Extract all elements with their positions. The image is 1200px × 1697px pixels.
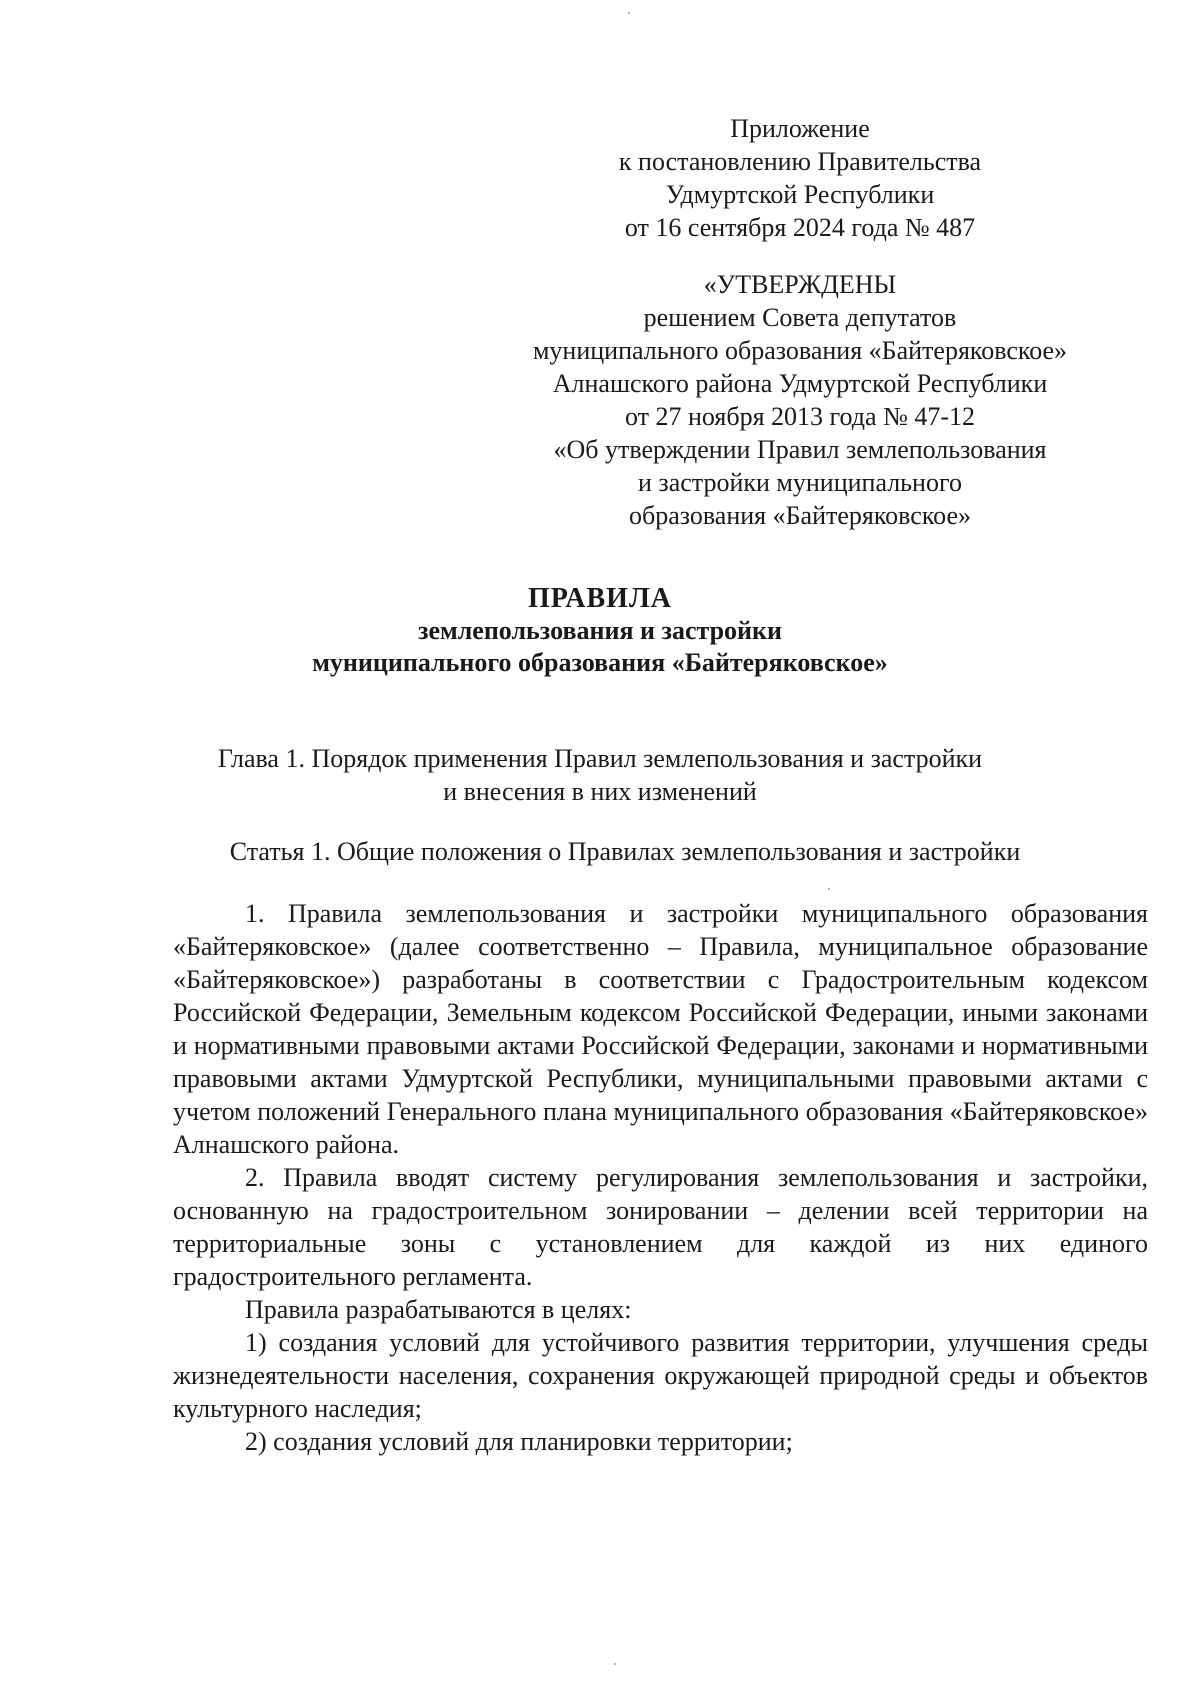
chapter-heading [0, 742, 1200, 808]
chapter-line-2: и внесения в них изменений [443, 777, 757, 806]
appendix-line-2: к постановлению Правительства [618, 147, 982, 176]
paragraph-2: 2. Правила вводят систему регулирования землепользования и застройки, основанную на градостроительном зонировании – делении всей территории на территориальные зоны с установлением для каждой из них единого градостроительного регламента. [173, 1163, 1148, 1291]
scan-speck [628, 12, 630, 14]
scan-speck [614, 1663, 616, 1665]
scan-speck [828, 888, 830, 890]
approved-line-7: и застройки муниципального [638, 468, 962, 497]
approved-line-2: решением Совета депутатов [643, 303, 957, 332]
approved-line-1: «УТВЕРЖДЕНЫ [703, 270, 897, 299]
approved-line-6: «Об утверждении Правил землепользования [553, 435, 1047, 464]
appendix-line-4: от 16 сентября 2024 года № 487 [624, 213, 976, 242]
paragraph-3: Правила разрабатываются в целях: [245, 1295, 632, 1324]
title-subtitle-2: муниципального образования «Байтеряковское» [312, 648, 888, 677]
appendix-line-1: Приложение [730, 114, 870, 143]
approved-line-8: образования «Байтеряковское» [628, 501, 972, 530]
article-heading: Статья 1. Общие положения о Правилах землепользования и застройки [229, 837, 1021, 866]
paragraph-1: 1. Правила землепользования и застройки муниципального образования «Байтеряковское» (далее соответственно – Правила, муниципальное образование «Байтеряковское») разработаны в соответствии с Градостроительным кодексом Российской Федерации, Земельным кодексом Российской Федерации, иными законами и нормативными правовыми актами Российской Федерации, законами и нормативными правовыми актами Удмуртской Республики, муниципальными правовыми актами с учетом положений Генерального плана муниципального образования «Байтеряковское» Алнашского района. [173, 899, 1148, 1159]
appendix-line-3: Удмуртской Республики [665, 180, 935, 209]
approved-line-3: муниципального образования «Байтеряковское» [532, 336, 1068, 365]
body-text [173, 897, 1148, 1458]
title-subtitle-1: землепользования и застройки [418, 616, 782, 645]
paragraph-5: 2) создания условий для планировки территории; [245, 1427, 793, 1456]
title-main: ПРАВИЛА [527, 583, 673, 614]
document-title [0, 583, 1200, 679]
approved-line-4: Алнашского района Удмуртской Республики [552, 369, 1048, 398]
approved-line-5: от 27 ноября 2013 года № 47-12 [624, 402, 976, 431]
paragraph-4: 1) создания условий для устойчивого развития территории, улучшения среды жизнедеятельности населения, сохранения окружающей природной среды и объектов культурного наследия; [173, 1328, 1148, 1423]
approval-stamp-block [530, 268, 1070, 532]
appendix-header [555, 112, 1045, 244]
chapter-line-1: Глава 1. Порядок применения Правил землепользования и застройки [217, 744, 983, 773]
